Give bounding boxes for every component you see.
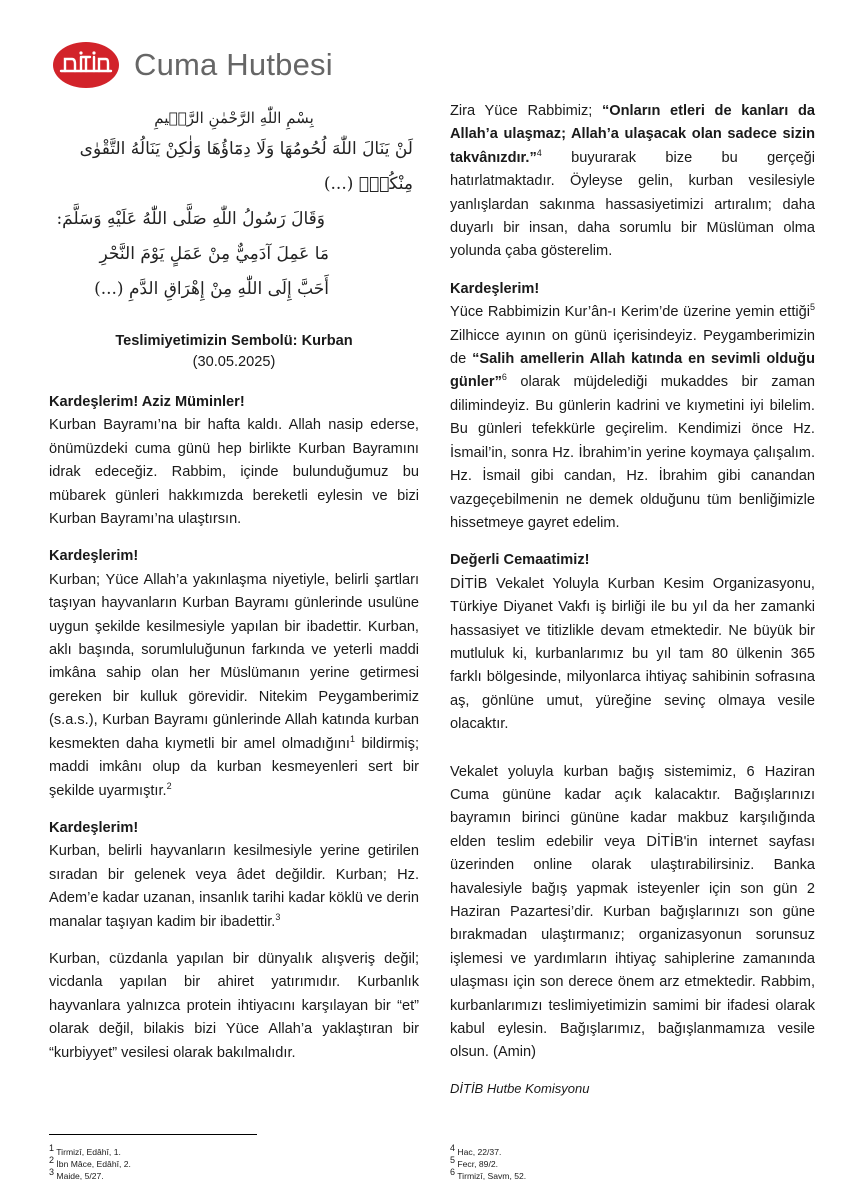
ditib-logo	[52, 40, 120, 90]
footnotes-left	[49, 1143, 131, 1182]
arabic-hadith-intro: وَقَالَ رَسُولُ اللّٰهِ صَلَّى اللّٰهُ عَلَيْهِ وَسَلَّمَ:	[56, 209, 325, 229]
footnote: $^2$ İbn Mâce, Edâhî, 2.	[49, 1155, 131, 1169]
footnote: $^3$ Maide, 5/27.	[49, 1167, 104, 1181]
signature: DİTİB Hutbe Komisyonu	[450, 1080, 590, 1096]
left-column	[49, 100, 419, 1065]
paragraph: Kurban, belirli hayvanların kesilmesiyle yerine getirilen sıradan bir gelenek veya âdet değildir. Kurban; Hz. Adem’e kadar uzanan, insanlık tarihi kadar köklü ve derin manalar taşıyan kadim bir ibadettir.$^3$	[49, 843, 419, 930]
footnote: $^1$ Tirmizî, Edâhî, 1.	[49, 1143, 121, 1157]
footnote-ref: 2	[166, 780, 172, 791]
footnote: $^5$ Fecr, 89/2.	[450, 1155, 499, 1169]
arabic-hadith-line: مَا عَمِلَ آدَمِيٌّ مِنْ عَمَلٍ يَوْمَ النَّحْرِ	[99, 244, 329, 264]
sermon-title-block	[49, 331, 419, 373]
section-heading: Kardeşlerim!	[450, 280, 540, 297]
footnote-ref: 5	[809, 302, 815, 313]
paragraph: Zira Yüce Rabbimiz; “Onların etleri de kanları da Allah’a ulaşmaz; Allah’a ulaşacak olan sadece sizin takvânızdır.”$^4$ buyurarak bize bu gerçeği hatırlatmaktadır. Öyleyse gelin, kurban vesilesiyle yanlışlardan sakınma hassasiyetimizi artıralım; daha duyarlı bir insan, daha sorumlu bir Müslüman olma yolunda çaba gösterelim.	[450, 103, 815, 260]
footnote: $^4$ Hac, 22/37.	[450, 1143, 502, 1157]
section-heading: Kardeşlerim!	[49, 819, 139, 836]
paragraph: Kurban, cüzdanla yapılan bir dünyalık alışveriş değil; vicdanla yapılan bir ahiret yatırımıdır. Kurbanlık hayvanlara yalnızca protein ihtiyacını karşılayan bir “et” olarak değil, bilakis bizi Yüce Allah’a yaklaştıran bir “kurbiyyet” vesilesi olarak bakılmalıdır.	[49, 950, 419, 1061]
section-heading: Değerli Cemaatimiz!	[450, 552, 590, 569]
paragraph: DİTİB Vekalet Yoluyla Kurban Kesim Organizasyonu, Türkiye Diyanet Vakfı iş birliği ile bu yıl da her zamanki hassasiyet ve titizlikle devam etmektedir. Ne büyük bir mutluluk ki, kurbanlarımız bu yıl tam 80 ülkenin 365 farklı bölgesinde, milyonlarca ihtiyaç sahibinin sofrasına aş, gönlüne umut, yüreğine sevinç olmaya vesile olacaktır.	[450, 575, 815, 733]
arabic-verse-block	[49, 104, 419, 307]
brand-title: Cuma Hutbesi	[134, 47, 333, 82]
footnote-ref: 4	[536, 147, 542, 158]
footnote-ref: 6	[501, 372, 507, 383]
bismillah: بِسْمِ اللّٰهِ الرَّحْمٰنِ الرَّح۪يمِ	[154, 109, 314, 127]
footnote-ref: 1	[349, 733, 355, 744]
footnote-ref: 3	[275, 911, 281, 922]
section-heading: Kardeşlerim! Aziz Müminler!	[49, 394, 245, 410]
page-header	[52, 40, 333, 90]
footnote-divider	[49, 1134, 257, 1135]
section-heading: Kardeşlerim!	[49, 548, 139, 565]
arabic-hadith-line: أَحَبَّ إِلَى اللّٰهِ مِنْ إِهْرَاقِ الدَّمِ (...)	[94, 279, 329, 299]
paragraph: Vekalet yoluyla kurban bağış sistemimiz, 6 Haziran Cuma gününe kadar açık kalacaktır. Bağışlarınızı bayramın birinci gününe kadar makbuz karşılığında elden teslim edebilir veya DİTİB'in internet sayfası üzerinden online olarak ulaştırabilirsiniz. Banka havalesiyle bağış yapmak isteyenler için son gün 2 Haziran Pazartesi’dir. Kurban bağışlarınızı son güne bırakmadan ulaştırmanız; organizasyonun sorunsuz işlemesi ve yardımların ihtiyaç sahiplerine zamanında ulaşması için son derece önem arz etmektedir. Rabbim, kurbanlarımızı teslimiyetimizin samimi bir ifadesi olarak kabul eylesin. Bağışlarımız, bağışlanmamıza vesile olsun. (Amin)	[450, 763, 815, 1061]
paragraph: Kurban; Yüce Allah’a yakınlaşma niyetiyle, belirli şartları taşıyan hayvanların Kurban Bayramı günlerinde usulüne uygun şekilde kesilmesiyle yapılan bir ibadettir. Kurban, aklı başında, sorumluluğunun farkında ve yeterli maddi imkâna sahip olan her Müslümanın yerine getirmesi gereken bir kulluk görevidir. Nitekim Peygamberimiz (s.a.s.), Kurban Bayramı günlerinde Allah katında kurban kesmekten daha kıymetli bir amel olmadığını$^1$ bildirmiş; maddi imkânı olup da kurban kesmeyenleri sert bir şekilde uyarmıştır.$^2$	[49, 571, 420, 799]
arabic-verse-line: لَنْ يَنَالَ اللّٰهَ لُحُومُهَا وَلَا دِمَٓاؤُهَا وَلٰكِنْ يَنَالُهُ التَّقْوٰى مِنْكُمْۜ (...)	[79, 139, 413, 194]
sermon-date: (30.05.2025)	[192, 354, 276, 370]
paragraph: Yüce Rabbimizin Kur’ân-ı Kerim’de üzerine yemin ettiği$^5$ Zilhicce ayının on günü içerisindeyiz. Peygamberimizin de “Salih amellerin Allah katında en sevimli olduğu günler”$^6$ olarak müjdelediği mukaddes bir zaman dilimindeyiz. Bu günlerin kadrini ve kıymetini iyi bilelim. Bu günleri tefekkürle geçirelim. Kendimizi önce Hz. İsmail’in, sonra Hz. İbrahim’in yerine koymaya çalışalım. Hz. İsmail gibi candan, Hz. İbrahim gibi canandan vazgeçebilmenin ne demek olduğunu tüm benliğimizle hissetmeye gayret edelim.	[450, 302, 815, 531]
footnote: $^6$ Tirmizî, Savm, 52.	[450, 1167, 527, 1181]
right-column	[450, 100, 815, 1100]
sermon-title: Teslimiyetimizin Sembolü: Kurban	[115, 333, 353, 349]
footnotes-right	[450, 1143, 527, 1182]
paragraph: Kurban Bayramı’na bir hafta kaldı. Allah nasip ederse, önümüzdeki cuma günü hep birlikte Kurban Bayramını idrak edeceğiz. Rabbim, içinde bulunduğumuz bu mübarek günleri hakkımızda bereketli eylesin ve bizi Kurban Bayramı’na ulaştırsın.	[49, 417, 419, 528]
